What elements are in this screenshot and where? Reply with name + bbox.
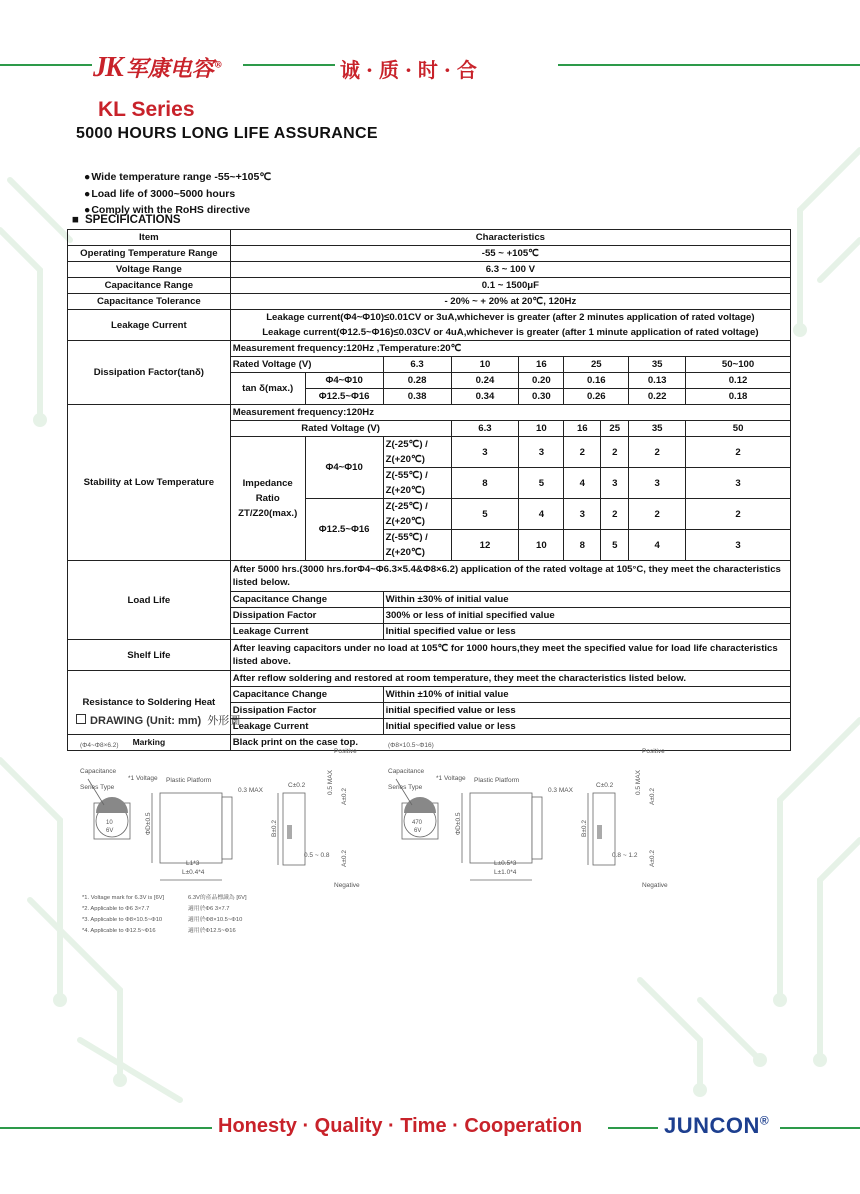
value-cell: 0.38: [383, 389, 451, 405]
drawing-title: DRAWING (Unit: mm): [90, 715, 202, 727]
value-cell: 0.18: [686, 389, 791, 405]
voltage-cell: 35: [629, 421, 686, 437]
table-row: [68, 246, 791, 262]
l-sub-dim: L±0.5*3: [494, 860, 517, 867]
volt-marking-text: 6V: [106, 828, 114, 834]
size-cell: Φ12.5~Φ16: [305, 389, 383, 405]
series-title: KL Series: [98, 98, 195, 121]
a-dim-bottom: A±0.2: [341, 850, 348, 867]
table-row: [68, 405, 791, 421]
soldering-description: After reflow soldering and restored at room temperature, they meet the characteristics listed below.: [230, 671, 790, 687]
voltage-cell: 16: [519, 357, 564, 373]
table-row: [68, 341, 791, 357]
criteria-value: initial specified value or less: [383, 703, 790, 719]
condition-cell: Z(-25℃) / Z(+20℃): [383, 499, 451, 530]
voltage-cell: 16: [564, 421, 601, 437]
criteria-value: Initial specified value or less: [383, 719, 790, 735]
value-cell: 4: [629, 530, 686, 561]
table-row: [68, 294, 791, 310]
size-cell: Φ4~Φ10: [305, 373, 383, 389]
criteria-name: Capacitance Change: [230, 687, 383, 703]
negative-label: Negative: [642, 882, 668, 889]
value-cell: 5: [519, 468, 564, 499]
page-subtitle: 5000 HOURS LONG LIFE ASSURANCE: [76, 125, 378, 142]
voltage-cell: 35: [629, 357, 686, 373]
a-dim-bottom: A±0.2: [649, 850, 656, 867]
voltage-label: *1 Voltage: [436, 775, 466, 782]
value-cell: 0.12: [686, 373, 791, 389]
criteria-name: Leakage Current: [230, 719, 383, 735]
value-cell: 3: [601, 468, 629, 499]
positive-label: Positive: [642, 748, 665, 755]
value-cell: 0.16: [564, 373, 629, 389]
value-cell: 2: [601, 437, 629, 468]
brand-text: JUNCON: [664, 1113, 760, 1138]
max05-dim: 0.5 MAX: [635, 770, 642, 795]
brand-name: [664, 1113, 769, 1139]
value-cell: 3: [451, 437, 519, 468]
note-en: *4. Applicable to Φ12.5~Φ16: [82, 928, 156, 934]
impedance-label: [230, 437, 305, 561]
logo-registered: ®: [213, 60, 223, 71]
leader-line: [88, 779, 104, 805]
specifications-heading: ■ SPECIFICATIONS: [72, 214, 181, 226]
table-row: [68, 262, 791, 278]
value-cell: 5: [601, 530, 629, 561]
load-life-description: After 5000 hrs.(3000 hrs.forΦ4~Φ6.3×5.4&Φ8×6.2) application of the rated voltage at 105°C, they meet the characteristics listed below.: [230, 561, 790, 592]
table-row: [68, 278, 791, 294]
row-value: -55 ~ +105℃: [230, 246, 790, 262]
condition-cell: Z(-55℃) / Z(+20℃): [383, 468, 451, 499]
condition-cell: Z(-25℃) / Z(+20℃): [383, 437, 451, 468]
row-label: Operating Temperature Range: [68, 246, 231, 262]
criteria-name: Capacitance Change: [230, 592, 383, 608]
value-cell: 0.30: [519, 389, 564, 405]
criteria-value: Initial specified value or less: [383, 624, 790, 640]
tan-label: tan δ(max.): [230, 373, 305, 405]
l-dim: L±0.4*4: [182, 869, 205, 876]
criteria-value: Within ±30% of initial value: [383, 592, 790, 608]
size-cell: Φ12.5~Φ16: [305, 499, 383, 561]
volt-marking-text: 6V: [414, 828, 422, 834]
plastic-platform-label: Plastic Platform: [166, 777, 212, 784]
side-view-body: [160, 793, 222, 863]
value-cell: 3: [686, 530, 791, 561]
criteria-value: 300% or less of initial specified value: [383, 608, 790, 624]
value-cell: 2: [629, 437, 686, 468]
table-header-row: [68, 230, 791, 246]
header-characteristics: Characteristics: [230, 230, 790, 246]
voltage-cell: 25: [564, 357, 629, 373]
voltage-cell: 25: [601, 421, 629, 437]
leakage-line-2: Leakage current(Φ12.5~Φ16)≤0.03CV or 4uA,whichever is greater (after 1 minute application of rated voltage): [262, 327, 759, 338]
c-dim: C±0.2: [596, 782, 614, 789]
b-dim: B±0.2: [581, 820, 588, 837]
drawing-notes: [82, 893, 247, 934]
row-value: 6.3 ~ 100 V: [230, 262, 790, 278]
value-cell: 12: [451, 530, 519, 561]
row-label: Resistance to Soldering Heat: [68, 671, 231, 735]
side-view-platform: [532, 797, 542, 859]
series-type-label: Series Type: [80, 784, 115, 791]
lead-dim: 0.5 ~ 0.8: [304, 852, 330, 859]
plastic-platform-label: Plastic Platform: [474, 777, 520, 784]
a-dim-top: A±0.2: [649, 788, 656, 805]
series-type-label: Series Type: [388, 784, 423, 791]
value-cell: 8: [564, 530, 601, 561]
side-view-body: [470, 793, 532, 863]
value-cell: 2: [686, 499, 791, 530]
note-en: *1. Voltage mark for 6.3V is [6V]: [82, 895, 165, 901]
row-label: Marking: [68, 735, 231, 751]
feature-item: ● Load life of 3000~5000 hours: [84, 186, 271, 203]
row-value: 0.1 ~ 1500μF: [230, 278, 790, 294]
feature-item: ● Comply with the RoHS directive: [84, 202, 271, 219]
c-dim: C±0.2: [288, 782, 306, 789]
note-cn: 適用於Φ6 3×7.7: [188, 906, 230, 912]
header-item: Item: [68, 230, 231, 246]
row-label: Load Life: [68, 561, 231, 640]
value-cell: 3: [629, 468, 686, 499]
criteria-name: Dissipation Factor: [230, 608, 383, 624]
side-view-platform: [222, 797, 232, 859]
drawing-range-label: (Φ8×10.5~Φ16): [388, 742, 434, 749]
company-logo: [93, 52, 223, 84]
note-cn: 適用於Φ8×10.5~Φ10: [188, 917, 243, 923]
max03-dim: 0.3 MAX: [238, 787, 263, 794]
terminal: [287, 825, 292, 839]
rated-voltage-label: Rated Voltage (V): [230, 357, 383, 373]
note-cn: 適用於Φ12.5~Φ16: [188, 928, 236, 934]
value-cell: 8: [451, 468, 519, 499]
table-row: [68, 671, 791, 687]
note-en: *2. Applicable to Φ6 3×7.7: [82, 906, 150, 912]
drawing-heading: [76, 712, 240, 728]
value-cell: 4: [519, 499, 564, 530]
voltage-cell: 10: [451, 357, 519, 373]
row-label: Capacitance Tolerance: [68, 294, 231, 310]
drawing-large-case: [388, 742, 668, 889]
size-cell: Φ4~Φ10: [305, 437, 383, 499]
value-cell: 5: [451, 499, 519, 530]
value-cell: 3: [564, 499, 601, 530]
impedance-label-1: Impedance Ratio: [242, 478, 293, 504]
terminal: [597, 825, 602, 839]
l-dim: L±1.0*4: [494, 869, 517, 876]
rated-voltage-label: Rated Voltage (V): [230, 421, 451, 437]
table-row: [68, 640, 791, 671]
value-cell: 2: [629, 499, 686, 530]
value-cell: 0.20: [519, 373, 564, 389]
footer-rule-left: [0, 1127, 212, 1129]
measurement-note: Measurement frequency:120Hz ,Temperature:20℃: [230, 341, 790, 357]
condition-cell: Z(-55℃) / Z(+20℃): [383, 530, 451, 561]
value-cell: 2: [686, 437, 791, 468]
value-cell: 4: [564, 468, 601, 499]
voltage-label: *1 Voltage: [128, 775, 158, 782]
value-cell: 3: [519, 437, 564, 468]
shelf-life-description: After leaving capacitors under no load at 105℃ for 1000 hours,they meet the specified value for load life characteristics listed above.: [230, 640, 790, 671]
value-cell: 0.13: [629, 373, 686, 389]
measurement-note: Measurement frequency:120Hz: [230, 405, 790, 421]
voltage-cell: 50: [686, 421, 791, 437]
dimension-drawings: [0, 735, 860, 935]
cap-marking-text: 470: [412, 820, 423, 826]
note-en: *3. Applicable to Φ8×10.5~Φ10: [82, 917, 163, 923]
negative-label: Negative: [334, 882, 360, 889]
row-value: - 20% ~ + 20% at 20℃, 120Hz: [230, 294, 790, 310]
row-value: [230, 310, 790, 341]
header-rule-right: [558, 64, 860, 66]
header-rule-left: [0, 64, 92, 66]
max05-dim: 0.5 MAX: [327, 770, 334, 795]
header-slogan-chinese: 诚·质·时·合: [340, 58, 483, 82]
header-rule-mid: [243, 64, 335, 66]
positive-label: Positive: [334, 748, 357, 755]
impedance-label-2: ZT/Z20(max.): [238, 508, 298, 519]
row-label: Dissipation Factor(tanδ): [68, 341, 231, 405]
note-cn: 6.3V的產品標識為 [6V]: [188, 895, 247, 901]
criteria-name: Dissipation Factor: [230, 703, 383, 719]
criteria-value: Within ±10% of initial value: [383, 687, 790, 703]
l-sub-dim: L1*3: [186, 860, 200, 867]
a-dim-top: A±0.2: [341, 788, 348, 805]
voltage-cell: 6.3: [451, 421, 519, 437]
voltage-cell: 50~100: [686, 357, 791, 373]
logo-mark: JK: [93, 52, 122, 83]
specifications-table: [67, 229, 791, 751]
leakage-line-1: Leakage current(Φ4~Φ10)≤0.01CV or 3uA,whichever is greater (after 2 minutes application of rated voltage): [266, 312, 755, 323]
leader-line: [396, 779, 412, 805]
voltage-cell: 10: [519, 421, 564, 437]
row-label: Shelf Life: [68, 640, 231, 671]
value-cell: 0.26: [564, 389, 629, 405]
value-cell: 2: [601, 499, 629, 530]
value-cell: 3: [686, 468, 791, 499]
drawing-small-case: [80, 742, 360, 889]
diameter-dim: ΦD±0.5: [145, 812, 152, 835]
footer-rule-mid: [608, 1127, 658, 1129]
value-cell: 0.28: [383, 373, 451, 389]
drawing-title-cn: 外形圖: [207, 714, 241, 727]
row-label: Stability at Low Temperature: [68, 405, 231, 561]
table-row: [68, 561, 791, 592]
table-row: [68, 310, 791, 341]
value-cell: 2: [564, 437, 601, 468]
row-label: Capacitance Range: [68, 278, 231, 294]
criteria-name: Leakage Current: [230, 624, 383, 640]
feature-list: [84, 169, 271, 219]
value-cell: 0.24: [451, 373, 519, 389]
voltage-cell: 6.3: [383, 357, 451, 373]
capacitance-label: Capacitance: [388, 768, 425, 775]
brand-registered: ®: [759, 1113, 770, 1128]
b-dim: B±0.2: [271, 820, 278, 837]
capacitance-label: Capacitance: [80, 768, 117, 775]
row-label: Leakage Current: [68, 310, 231, 341]
footer-slogan: Honesty · Quality · Time · Cooperation: [218, 1115, 583, 1137]
lead-dim: 0.8 ~ 1.2: [612, 852, 638, 859]
checkbox-icon: [76, 714, 86, 724]
marking-value: Black print on the case top.: [230, 735, 790, 751]
feature-item: ● Wide temperature range -55~+105℃: [84, 169, 271, 186]
logo-chinese-name: 军康电容: [125, 56, 214, 82]
value-cell: 0.22: [629, 389, 686, 405]
footer-rule-right: [780, 1127, 860, 1129]
value-cell: 0.34: [451, 389, 519, 405]
diameter-dim: ΦD±0.5: [455, 812, 462, 835]
drawing-range-label: (Φ4~Φ8×6.2): [80, 742, 119, 749]
max03-dim: 0.3 MAX: [548, 787, 573, 794]
value-cell: 10: [519, 530, 564, 561]
end-view-body: [283, 793, 305, 865]
row-label: Voltage Range: [68, 262, 231, 278]
cap-marking-text: 10: [106, 820, 113, 826]
